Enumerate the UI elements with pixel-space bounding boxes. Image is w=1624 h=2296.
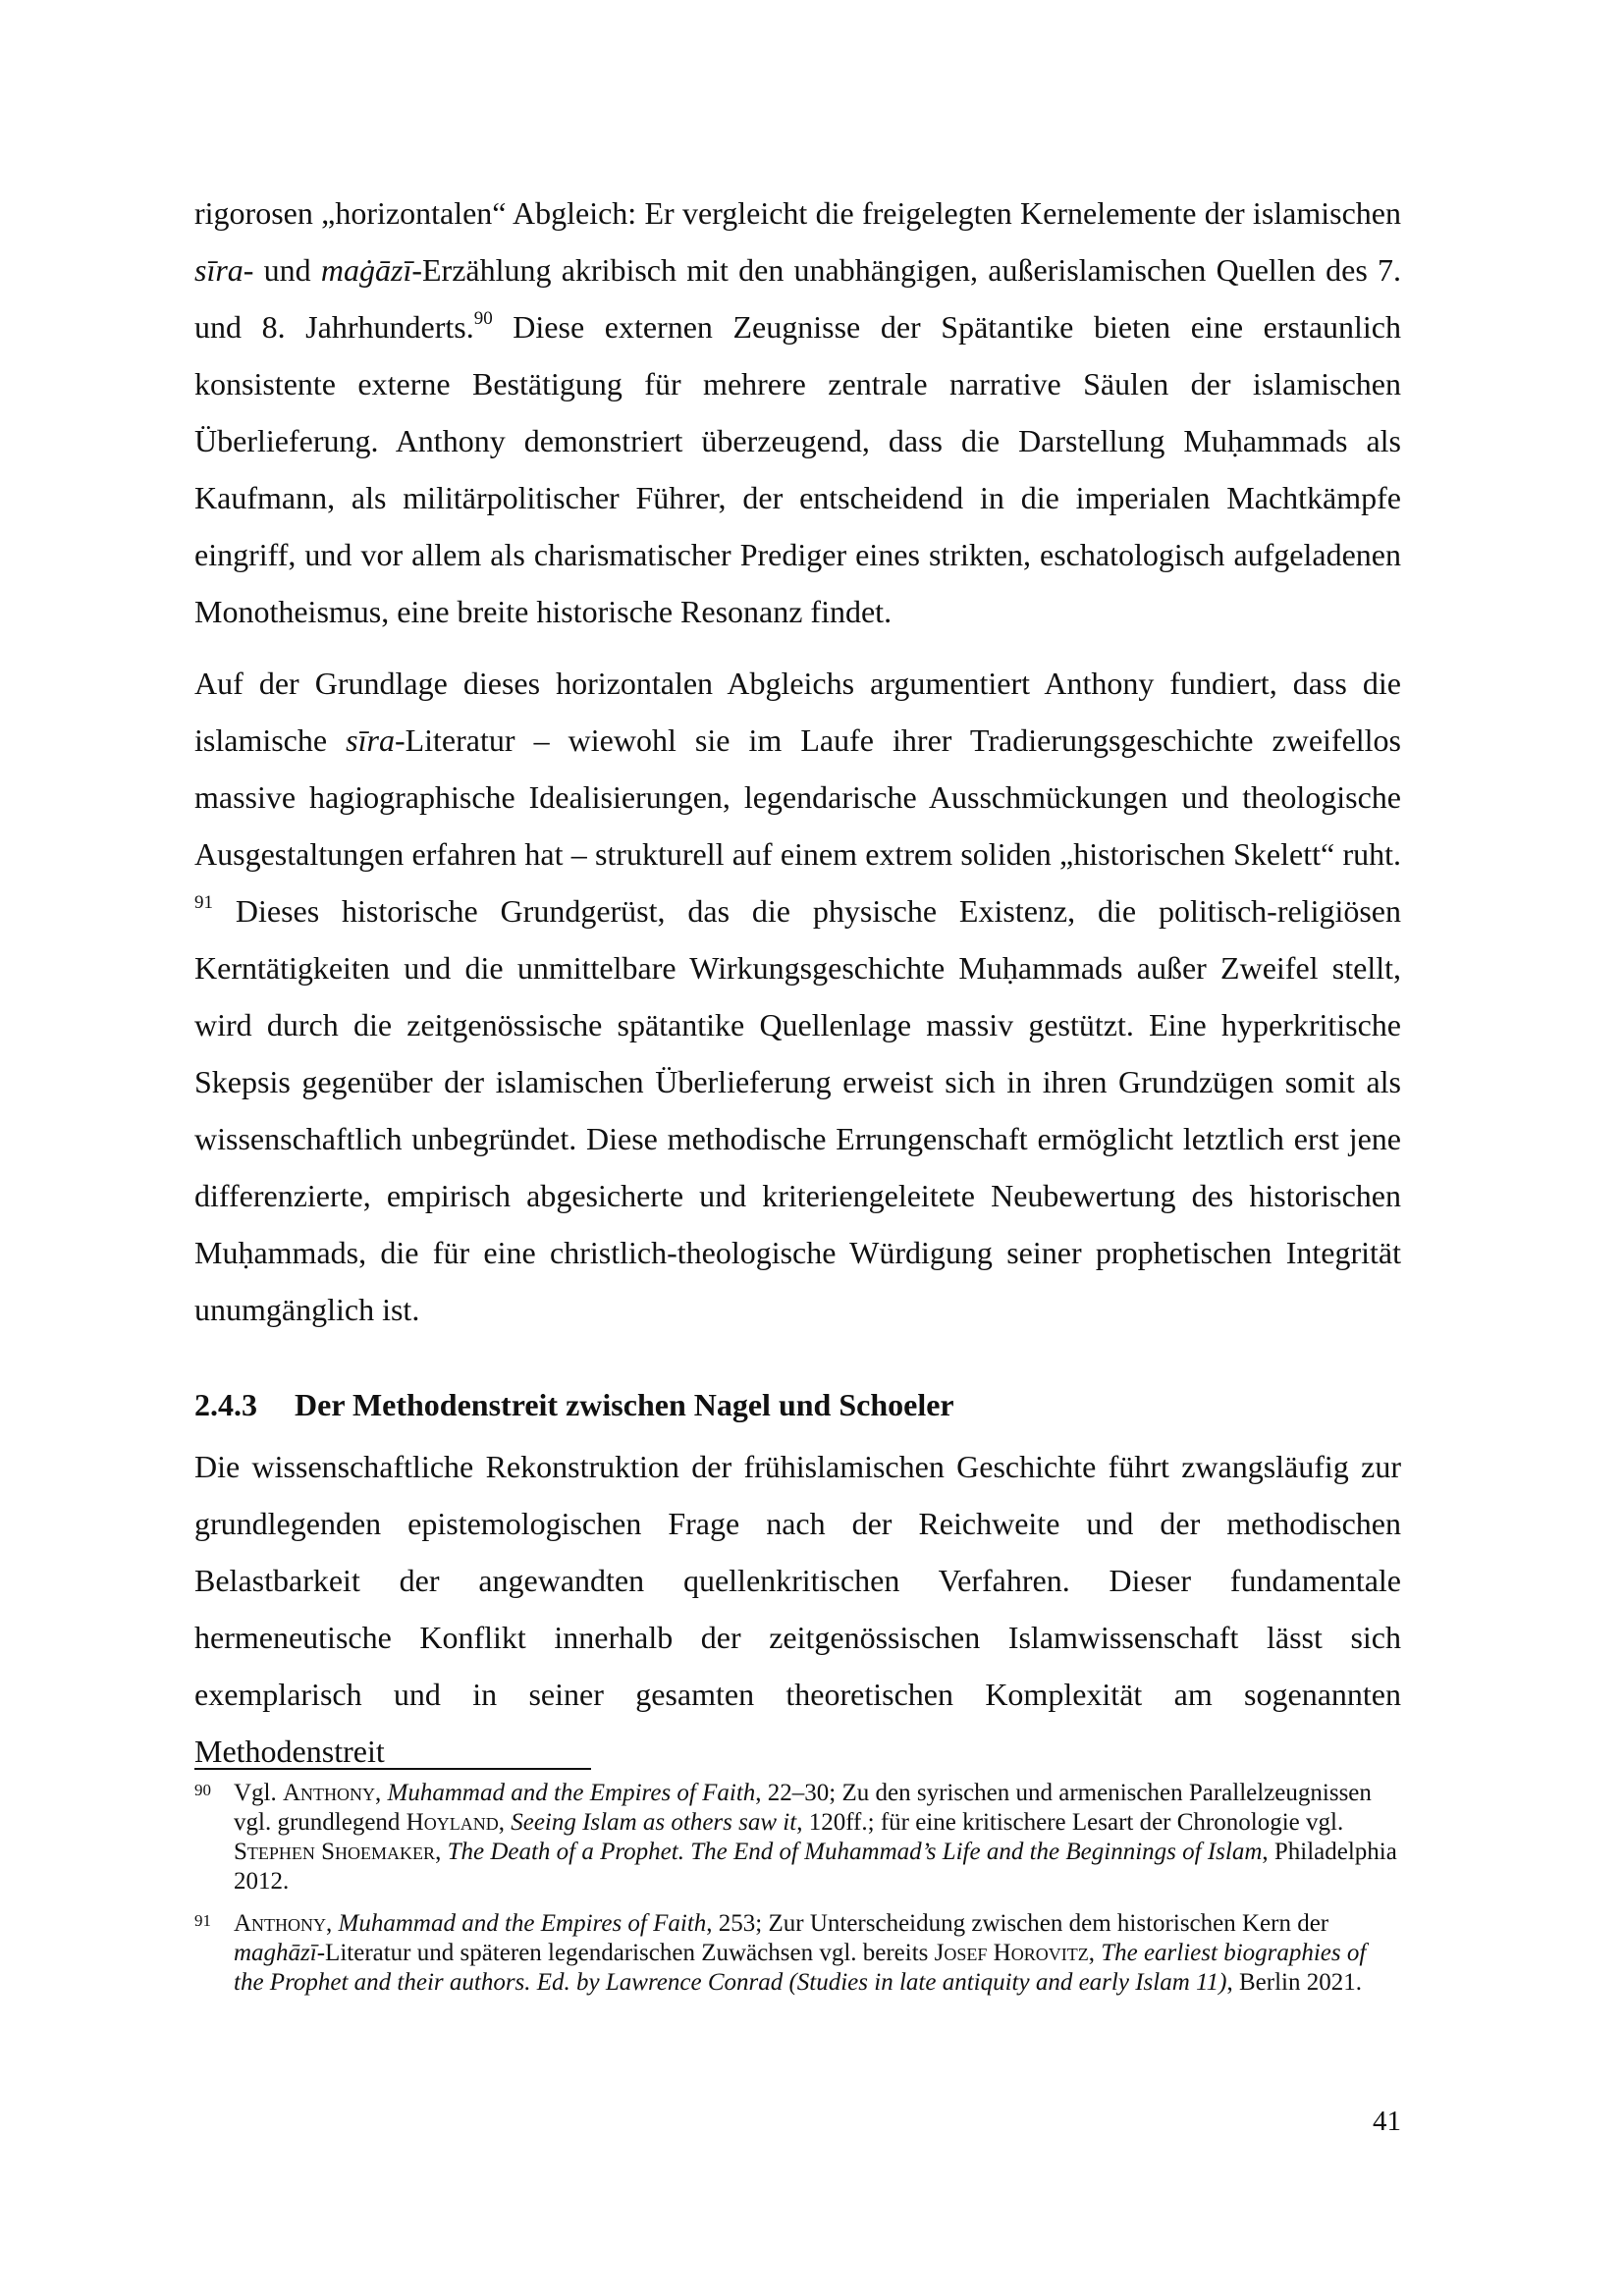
text-run: , Berlin 2021.	[1226, 1969, 1362, 1996]
footnote-separator	[194, 1768, 591, 1770]
text-run: Dieses historische Grundgerüst, das die physische Existenz, die politisch-religiösen Kerntätigkeiten und die unmittelbare Wirkungsgeschichte Muḥammads außer Zweifel stellt, wird durch die zeitgenössische spätantike Quellenlage massiv gestützt. Eine hyperkritische Skepsis gegenüber der islamischen Überlieferung erweist sich in ihren Grundzügen somit als wissenschaftlich unbegründet. Diese methodische Errungenschaft ermöglicht letztlich erst jene differenzierte, empirisch abgesicherte und kriteriengeleitete Neubewertung des historischen Muḥammads, die für eine christlich-theologische Würdigung seiner prophetischen Integrität unumgänglich ist.	[194, 893, 1401, 1327]
text-run: ,	[326, 1910, 339, 1937]
section-title: Der Methodenstreit zwischen Nagel und Schoeler	[295, 1387, 954, 1422]
footnote-number: 90	[194, 1781, 211, 1799]
text-run: -Literatur und späteren legendarischen Zuwächsen vgl. bereits	[316, 1940, 935, 1966]
page-number: 41	[1373, 2106, 1401, 2137]
text-run: rigorosen „horizontalen“ Abgleich: Er vergleicht die freigelegten Kernelemente der islamischen	[194, 195, 1401, 231]
text-run: ,	[375, 1780, 388, 1806]
text-run: -Erzählung akribisch mit den unabhängigen, außerislamischen Quellen des 7. und 8. Jahrhunderts.	[194, 252, 1402, 345]
text-run: , 253; Zur Unterscheidung zwischen dem historischen Kern der	[706, 1910, 1329, 1937]
footnote-text	[234, 1909, 1401, 1998]
text-run: Vgl.	[234, 1780, 283, 1806]
text-run: Diese externen Zeugnisse der Spätantike bieten eine erstaunlich konsistente externe Bestätigung für mehrere zentrale narrative Säulen der islamischen Überlieferung. Anthony demonstriert überzeugend, dass die Darstellung Muḥammads als Kaufmann, als militärpolitischer Führer, der entscheidend in die imperialen Machtkämpfe eingriff, und vor allem als charismatischer Prediger eines strikten, eschatologisch aufgeladenen Monotheismus, eine breite historische Resonanz findet.	[194, 309, 1402, 629]
text-run: ,	[435, 1839, 448, 1865]
author-name: Stephen Shoemaker	[234, 1839, 436, 1865]
footnote-number: 91	[194, 1911, 211, 1930]
section-heading	[194, 1384, 1401, 1425]
text-run: , 22–30; Zu den syrischen und armenischen Parallelzeugnissen vgl. grundlegend	[234, 1780, 1372, 1836]
body-paragraph-1	[194, 185, 1401, 640]
italic-term: maghāzī	[234, 1940, 317, 1966]
footnote-ref-91[interactable]: 91	[194, 892, 213, 913]
text-run: , Philadelphia 2012.	[234, 1839, 1397, 1895]
text-run: , 120ff.; für eine kritischere Lesart der Chronologie vgl.	[796, 1809, 1344, 1836]
book-title: The Death of a Prophet. The End of Muhammad’s Life and the Beginnings of Islam	[447, 1839, 1263, 1865]
author-name: Anthony	[283, 1780, 376, 1806]
italic-term: maġāzī	[320, 252, 412, 288]
book-title: Muhammad and the Empires of Faith	[338, 1910, 707, 1937]
section-number: 2.4.3	[194, 1387, 257, 1422]
footnote-ref-90[interactable]: 90	[473, 308, 493, 329]
text-run: - und	[243, 252, 321, 288]
book-title: Muhammad and the Empires of Faith	[387, 1780, 756, 1806]
author-name: Josef Horovitz	[934, 1940, 1089, 1966]
book-title: The earliest biographies of the Prophet and their authors. Ed. by Lawrence Conrad (Studies in late antiquity and early Islam 11)	[234, 1940, 1367, 1996]
text-run: -Literatur – wiewohl sie im Laufe ihrer Tradierungsgeschichte zweifellos massive hagiographische Idealisierungen, legendarische Ausschmückungen und theologische Ausgestaltungen erfahren hat – strukturell auf einem extrem soliden „historischen Skelett“ ruht.	[194, 722, 1402, 872]
italic-term: sīra	[194, 252, 244, 288]
footnote-text	[234, 1779, 1401, 1896]
book-title: Seeing Islam as others saw it	[511, 1809, 797, 1836]
italic-term: sīra	[346, 722, 395, 758]
text-run: ,	[1088, 1940, 1102, 1966]
footnote-90	[194, 1779, 1401, 1896]
body-paragraph-3: Die wissenschaftliche Rekonstruktion der frühislamischen Geschichte führt zwangsläufig zur grundlegenden epistemologischen Frage nach der Reichweite und der methodischen Belastbarkeit der angewandten quellenkritischen Verfahren. Dieser fundamentale hermeneutische Konflikt innerhalb der zeitgenössischen Islamwissenschaft lässt sich exemplarisch und in seiner gesamten theoretischen Komplexität am sogenannten Methodenstreit	[194, 1449, 1401, 1769]
body-paragraph-2	[194, 655, 1401, 1338]
author-name: Hoyland	[406, 1809, 499, 1836]
text-run: Auf der Grundlage dieses horizontalen Abgleichs argumentiert Anthony fundiert, dass die islamische	[194, 666, 1401, 758]
text-run: ,	[498, 1809, 512, 1836]
author-name: Anthony	[234, 1910, 327, 1937]
footnote-91	[194, 1909, 1401, 1998]
